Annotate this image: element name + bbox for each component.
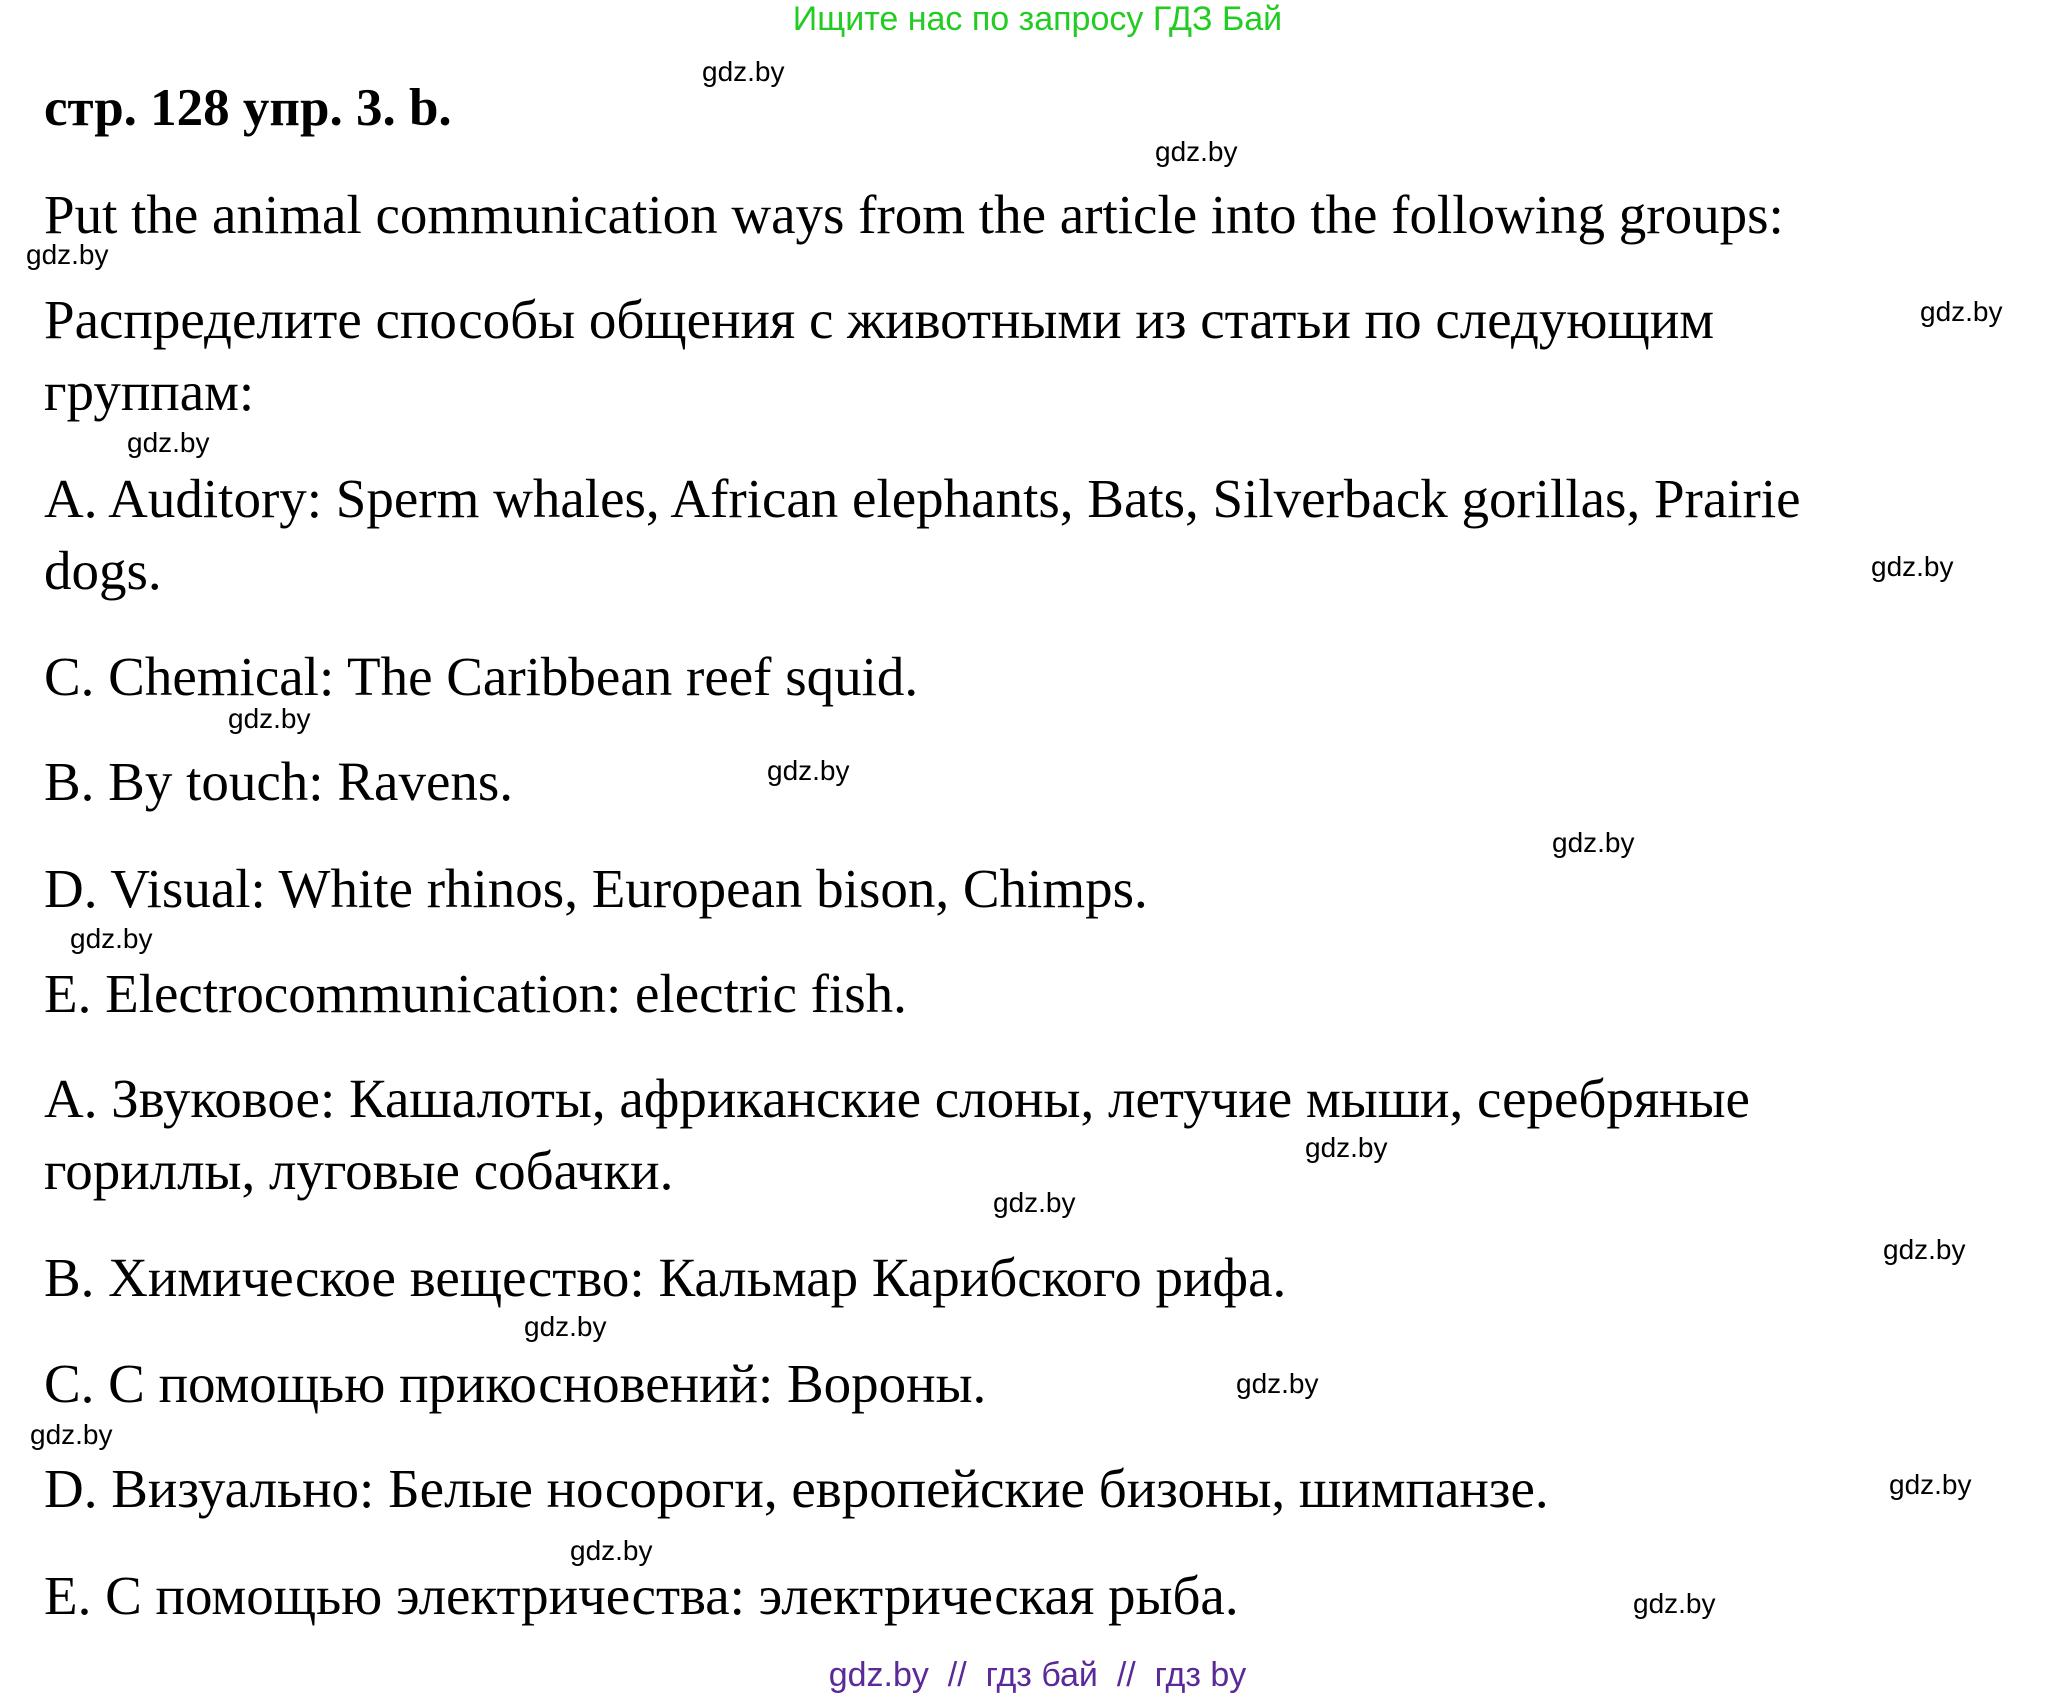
answer-ru-visual: D. Визуально: Белые носороги, европейские бизоны, шимпанзе.: [44, 1458, 1549, 1519]
watermark: gdz.by: [1155, 136, 1238, 167]
watermark: gdz.by: [1920, 296, 2003, 327]
watermark: gdz.by: [1236, 1368, 1319, 1399]
watermark: gdz.by: [570, 1535, 653, 1566]
answer-en-electro: E. Electrocommunication: electric fish.: [44, 963, 907, 1024]
watermark: gdz.by: [1552, 827, 1635, 858]
watermark: gdz.by: [1871, 551, 1954, 582]
page-title: стр. 128 упр. 3. b.: [44, 79, 452, 137]
watermark: gdz.by: [228, 703, 311, 734]
answer-en-touch: B. By touch: Ravens.: [44, 751, 514, 812]
watermark: gdz.by: [26, 239, 109, 270]
instruction-ru-line-1: Распределите способы общения с животными из статьи по следующим: [44, 289, 1715, 350]
watermark: gdz.by: [70, 923, 153, 954]
answer-ru-chemical: В. Химическое вещество: Кальмар Карибского рифа.: [44, 1247, 1287, 1308]
answer-en-visual: D. Visual: White rhinos, European bison, Chimps.: [44, 858, 1148, 919]
watermark: gdz.by: [1889, 1469, 1972, 1500]
answer-en-chemical: C. Chemical: The Caribbean reef squid.: [44, 646, 919, 707]
answer-ru-auditory: А. Звуковое: Кашалоты, африканские слоны, летучие мыши, серебряные: [44, 1068, 1750, 1129]
watermark: gdz.by: [524, 1311, 607, 1342]
watermark: gdz.by: [702, 56, 785, 87]
search-banner: Ищите нас по запросу ГДЗ Бай: [792, 0, 1283, 38]
answer-en-auditory: A. Auditory: Sperm whales, African elephants, Bats, Silverback gorillas, Prairie: [44, 468, 1801, 529]
watermark: gdz.by: [127, 427, 210, 458]
watermark: gdz.by: [1305, 1132, 1388, 1163]
watermark: gdz.by: [1883, 1234, 1966, 1265]
answer-ru-electro: Е. С помощью электричества: электрическая рыба.: [44, 1565, 1239, 1626]
footer-links: gdz.by // гдз бай // гдз by: [828, 1656, 1247, 1694]
watermark: gdz.by: [1633, 1588, 1716, 1619]
instruction-ru-line-2: группам:: [44, 361, 255, 422]
instruction-en: Put the animal communication ways from the article into the following groups:: [44, 184, 1784, 245]
answer-ru-auditory-cont: гориллы, луговые собачки.: [44, 1140, 674, 1201]
answer-ru-touch: С. С помощью прикосновений: Вороны.: [44, 1353, 987, 1414]
watermark: gdz.by: [767, 755, 850, 786]
watermark: gdz.by: [30, 1419, 113, 1450]
answer-en-auditory-cont: dogs.: [44, 540, 162, 601]
watermark: gdz.by: [993, 1187, 1076, 1218]
